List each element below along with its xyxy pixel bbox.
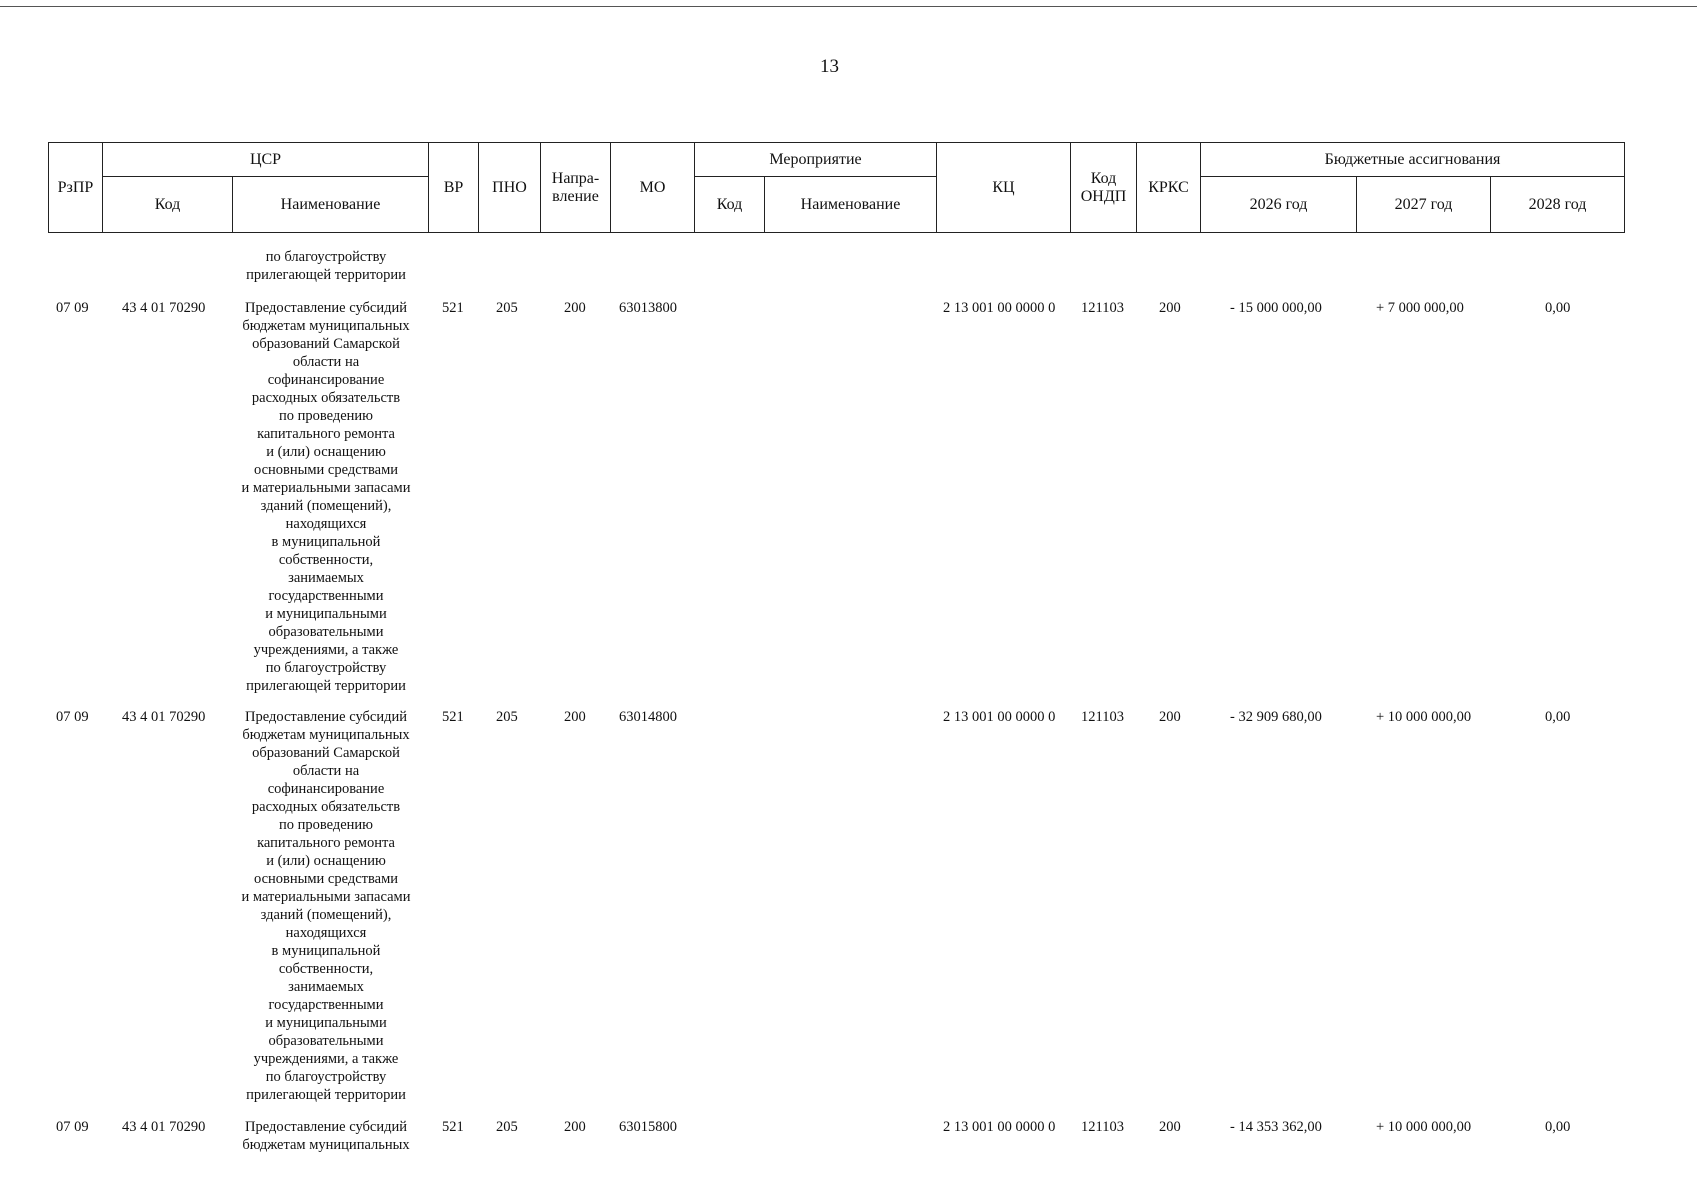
header-csr-name: Наименование bbox=[233, 177, 429, 233]
row-value-2028: 0,00 bbox=[1545, 300, 1571, 316]
row-kc: 2 13 001 00 0000 0 bbox=[943, 300, 1056, 316]
name-line: собственности, bbox=[278, 961, 374, 977]
name-line: бюджетам муниципальных bbox=[242, 318, 410, 334]
row-rzpr: 07 09 bbox=[56, 300, 89, 316]
row-value-2027: + 10 000 000,00 bbox=[1376, 1119, 1472, 1135]
name-line: Предоставление субсидий bbox=[244, 1119, 408, 1135]
name-line: области на bbox=[292, 763, 360, 779]
header-krks: КРКС bbox=[1137, 143, 1201, 233]
top-border-line bbox=[0, 6, 1697, 7]
row-vr: 521 bbox=[442, 709, 464, 725]
row-value-2026: - 15 000 000,00 bbox=[1230, 300, 1322, 316]
header-csr: ЦСР bbox=[103, 143, 429, 177]
row-csr-name bbox=[226, 708, 426, 1104]
table-header bbox=[48, 142, 1625, 233]
row-ondp: 121103 bbox=[1081, 709, 1124, 725]
name-line: и материальными запасами bbox=[241, 889, 411, 905]
name-line: основными средствами bbox=[253, 462, 399, 478]
row-pno: 205 bbox=[496, 709, 518, 725]
header-rzpr: РзПР bbox=[49, 143, 103, 233]
name-line: софинансирование bbox=[267, 781, 385, 797]
row-vr: 521 bbox=[442, 300, 464, 316]
name-line: расходных обязательств bbox=[251, 799, 401, 815]
name-line: бюджетам муниципальных bbox=[242, 727, 410, 743]
name-line: государственными bbox=[268, 997, 384, 1013]
row-rzpr: 07 09 bbox=[56, 1119, 89, 1135]
header-ondp: Код ОНДП bbox=[1071, 143, 1137, 233]
name-line: софинансирование bbox=[267, 372, 385, 388]
row-value-2027: + 10 000 000,00 bbox=[1376, 709, 1472, 725]
name-line: государственными bbox=[268, 588, 384, 604]
header-year-2026: 2026 год bbox=[1201, 177, 1357, 233]
name-line: расходных обязательств bbox=[251, 390, 401, 406]
page-number: 13 bbox=[820, 56, 839, 77]
header-year-2027: 2027 год bbox=[1357, 177, 1491, 233]
row-direction: 200 bbox=[564, 300, 586, 316]
row-krks: 200 bbox=[1159, 709, 1181, 725]
row-direction: 200 bbox=[564, 1119, 586, 1135]
name-line: Предоставление субсидий bbox=[244, 709, 408, 725]
header-direction: Напра- вление bbox=[541, 143, 611, 233]
header-year-2028: 2028 год bbox=[1491, 177, 1625, 233]
name-line: по проведению bbox=[278, 817, 374, 833]
name-line: зданий (помещений), bbox=[260, 498, 392, 514]
row-value-2028: 0,00 bbox=[1545, 709, 1571, 725]
row-kc: 2 13 001 00 0000 0 bbox=[943, 709, 1056, 725]
name-line: капитального ремонта bbox=[257, 835, 395, 851]
row-mo: 63013800 bbox=[619, 300, 677, 316]
header-mo: МО bbox=[611, 143, 695, 233]
name-line: зданий (помещений), bbox=[260, 907, 392, 923]
row-value-2028: 0,00 bbox=[1545, 1119, 1571, 1135]
row-direction: 200 bbox=[564, 709, 586, 725]
name-line: образований Самарской bbox=[252, 336, 400, 352]
name-line: учреждениями, а также bbox=[253, 642, 399, 658]
row-pno: 205 bbox=[496, 1119, 518, 1135]
name-line: основными средствами bbox=[253, 871, 399, 887]
header-kc: КЦ bbox=[937, 143, 1071, 233]
row-value-2027: + 7 000 000,00 bbox=[1376, 300, 1464, 316]
header-vr: ВР bbox=[429, 143, 479, 233]
row-ondp: 121103 bbox=[1081, 300, 1124, 316]
name-line: в муниципальной bbox=[271, 943, 381, 959]
row-krks: 200 bbox=[1159, 300, 1181, 316]
name-line: и муниципальными bbox=[265, 606, 387, 622]
row-value-2026: - 14 353 362,00 bbox=[1230, 1119, 1322, 1135]
header-event: Мероприятие bbox=[695, 143, 937, 177]
name-line: и материальными запасами bbox=[241, 480, 411, 496]
row-csr-name bbox=[226, 299, 426, 695]
name-line: области на bbox=[292, 354, 360, 370]
name-line: и (или) оснащению bbox=[266, 853, 386, 869]
name-line: Предоставление субсидий bbox=[244, 300, 408, 316]
row-krks: 200 bbox=[1159, 1119, 1181, 1135]
name-line: прилегающей территории bbox=[246, 1087, 406, 1103]
name-line: капитального ремонта bbox=[257, 426, 395, 442]
header-event-code: Код bbox=[695, 177, 765, 233]
row-value-2026: - 32 909 680,00 bbox=[1230, 709, 1322, 725]
row-csr-code: 43 4 01 70290 bbox=[122, 300, 206, 316]
row-mo: 63015800 bbox=[619, 1119, 677, 1135]
header-csr-code: Код bbox=[103, 177, 233, 233]
name-line: и (или) оснащению bbox=[266, 444, 386, 460]
row-mo: 63014800 bbox=[619, 709, 677, 725]
name-line: образований Самарской bbox=[252, 745, 400, 761]
name-line: по проведению bbox=[278, 408, 374, 424]
name-line: по благоустройству bbox=[265, 1069, 387, 1085]
row-pno: 205 bbox=[496, 300, 518, 316]
row-kc: 2 13 001 00 0000 0 bbox=[943, 1119, 1056, 1135]
row-csr-code: 43 4 01 70290 bbox=[122, 1119, 206, 1135]
row-rzpr: 07 09 bbox=[56, 709, 89, 725]
name-line: прилегающей территории bbox=[246, 678, 406, 694]
row-vr: 521 bbox=[442, 1119, 464, 1135]
row-ondp: 121103 bbox=[1081, 1119, 1124, 1135]
name-line: учреждениями, а также bbox=[253, 1051, 399, 1067]
header-event-name: Наименование bbox=[765, 177, 937, 233]
name-line: находящихся bbox=[285, 925, 367, 941]
name-line: находящихся bbox=[285, 516, 367, 532]
name-line: и муниципальными bbox=[265, 1015, 387, 1031]
name-line: образовательными bbox=[268, 1033, 384, 1049]
name-line: образовательными bbox=[268, 624, 384, 640]
name-line: собственности, bbox=[278, 552, 374, 568]
header-budget: Бюджетные ассигнования bbox=[1201, 143, 1625, 177]
name-line: занимаемых bbox=[288, 570, 364, 586]
header-pno: ПНО bbox=[479, 143, 541, 233]
name-line: бюджетам муниципальных bbox=[242, 1137, 410, 1153]
name-line: в муниципальной bbox=[271, 534, 381, 550]
name-line: занимаемых bbox=[288, 979, 364, 995]
name-line: по благоустройству bbox=[265, 660, 387, 676]
continuation-name: по благоустройству прилегающей территории bbox=[246, 249, 406, 283]
row-csr-name bbox=[226, 1118, 426, 1154]
row-csr-code: 43 4 01 70290 bbox=[122, 709, 206, 725]
